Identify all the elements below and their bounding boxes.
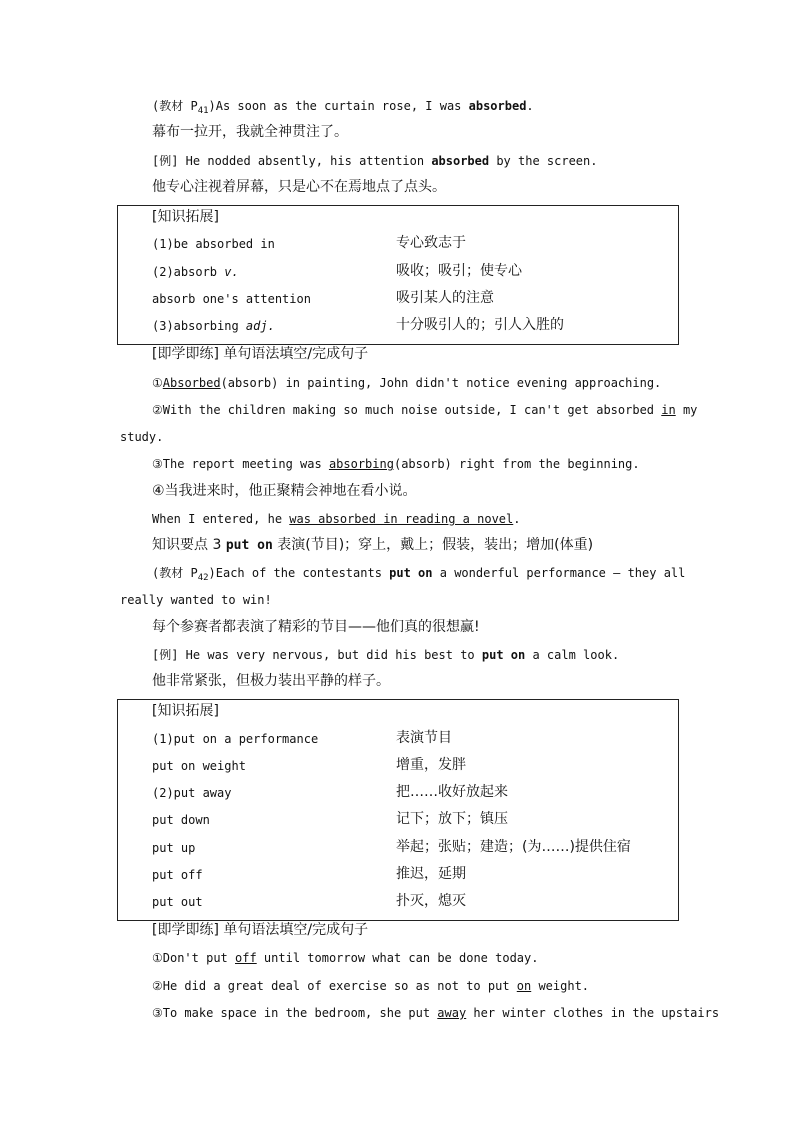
practice-question-4: ④当我进来时，他正聚精会神地在看小说。 <box>152 483 417 499</box>
knowledge-point-3-heading <box>152 535 593 556</box>
text: weight. <box>531 979 590 993</box>
answer: Absorbed <box>162 376 221 390</box>
text: ③The report meeting was <box>152 457 329 471</box>
text: [例] He was very nervous, but did his best to <box>152 648 482 662</box>
practice-question-2-cont: study. <box>120 430 164 444</box>
text: by the screen. <box>489 154 598 168</box>
answer: in <box>661 403 676 417</box>
practice-answer-4 <box>152 509 520 529</box>
box-row-left: (1)be absorbed in <box>152 237 275 251</box>
text: a wonderful performance — they all <box>432 566 686 580</box>
box-row-right: 举起；张贴；建造；(为……)提供住宿 <box>396 839 631 855</box>
box-row-left <box>152 316 275 336</box>
box-row-right: 记下；放下；镇压 <box>396 811 508 827</box>
page-subscript: 41 <box>197 106 209 116</box>
practice-question-1 <box>152 948 538 968</box>
point-label: 知识要点 3 <box>152 537 226 553</box>
text: )As soon as the curtain rose, I was <box>208 99 469 113</box>
keyword: put on <box>481 648 526 662</box>
box-row-right: 增重，发胖 <box>396 757 466 773</box>
box-row-right: 推迟，延期 <box>396 866 466 882</box>
keyword: put on <box>225 538 273 553</box>
practice-question-2 <box>152 400 697 420</box>
answer: on <box>516 979 532 993</box>
box-row-right: 表演节目 <box>396 730 452 746</box>
practice-title: [即学即练] 单句语法填空/完成句子 <box>152 346 369 362</box>
text: (2)absorb <box>152 265 225 279</box>
keyword: absorbed <box>431 154 490 168</box>
practice-question-1 <box>152 373 661 393</box>
translation-line: 他专心注视着屏幕，只是心不在焉地点了点头。 <box>152 179 446 195</box>
box-row-left: (1)put on a performance <box>152 732 319 746</box>
textbook-example-cont: really wanted to win! <box>120 593 272 607</box>
text: ① <box>152 376 163 390</box>
text: (absorb) in painting, John didn't notice evening approaching. <box>220 376 662 390</box>
box-row-left: put on weight <box>152 759 246 773</box>
text: ①Don't put <box>152 951 236 965</box>
box-row-right: 扑灭，熄灭 <box>396 893 466 909</box>
text: (教材 P <box>152 99 198 113</box>
text: . <box>526 99 534 113</box>
answer: was absorbed in reading a novel <box>289 512 514 526</box>
keyword: absorbed <box>468 99 527 113</box>
box-row-left <box>152 262 239 282</box>
box-row-right: 专心致志于 <box>396 235 466 251</box>
textbook-example-absorb <box>152 96 534 121</box>
text: ③To make space in the bedroom, she put <box>152 1006 438 1020</box>
practice-title: [即学即练] 单句语法填空/完成句子 <box>152 922 369 938</box>
practice-question-3 <box>152 1003 719 1023</box>
page-subscript: 42 <box>197 573 209 583</box>
text: . <box>513 512 521 526</box>
part-of-speech: adj. <box>245 319 275 333</box>
example-sentence <box>152 151 597 171</box>
text: When I entered, he <box>152 512 290 526</box>
box-row-right: 吸收；吸引；使专心 <box>396 263 522 279</box>
box-row-left: put down <box>152 813 210 827</box>
example-sentence <box>152 645 619 665</box>
box-row-left: (2)put away <box>152 786 232 800</box>
answer: off <box>235 951 257 965</box>
text: her winter clothes in the upstairs <box>466 1006 720 1020</box>
box-title: [知识拓展] <box>152 209 219 225</box>
box-row-left: put out <box>152 895 203 909</box>
text: (3)absorbing <box>152 319 246 333</box>
text: (absorb) right from the beginning. <box>393 457 640 471</box>
keyword: put on <box>389 566 433 580</box>
translation-line: 他非常紧张，但极力装出平静的样子。 <box>152 673 390 689</box>
box-row-right: 十分吸引人的；引人入胜的 <box>396 317 564 333</box>
practice-question-2 <box>152 976 589 996</box>
box-row-left: put off <box>152 868 203 882</box>
text: a calm look. <box>525 648 620 662</box>
box-row-right: 吸引某人的注意 <box>396 290 494 306</box>
text: )Each of the contestants <box>208 566 390 580</box>
text: ②He did a great deal of exercise so as not to put <box>152 979 517 993</box>
text: [例] He nodded absently, his attention <box>152 154 432 168</box>
part-of-speech: v. <box>224 265 239 279</box>
translation-line: 幕布一拉开，我就全神贯注了。 <box>152 124 348 140</box>
practice-question-3 <box>152 454 640 474</box>
box-title: [知识拓展] <box>152 703 219 719</box>
textbook-example-put-on <box>152 563 685 588</box>
answer: away <box>437 1006 467 1020</box>
text: my <box>675 403 698 417</box>
text: ②With the children making so much noise outside, I can't get absorbed <box>152 403 662 417</box>
translation-line: 每个参赛者都表演了精彩的节目——他们真的很想赢! <box>152 619 480 635</box>
box-row-left: absorb one's attention <box>152 292 311 306</box>
text: (教材 P <box>152 566 198 580</box>
box-row-left: put up <box>152 841 196 855</box>
answer: absorbing <box>328 457 394 471</box>
box-row-right: 把……收好放起来 <box>396 784 508 800</box>
text: 表演(节目)；穿上，戴上；假装，装出；增加(体重) <box>272 537 594 553</box>
text: until tomorrow what can be done today. <box>256 951 539 965</box>
